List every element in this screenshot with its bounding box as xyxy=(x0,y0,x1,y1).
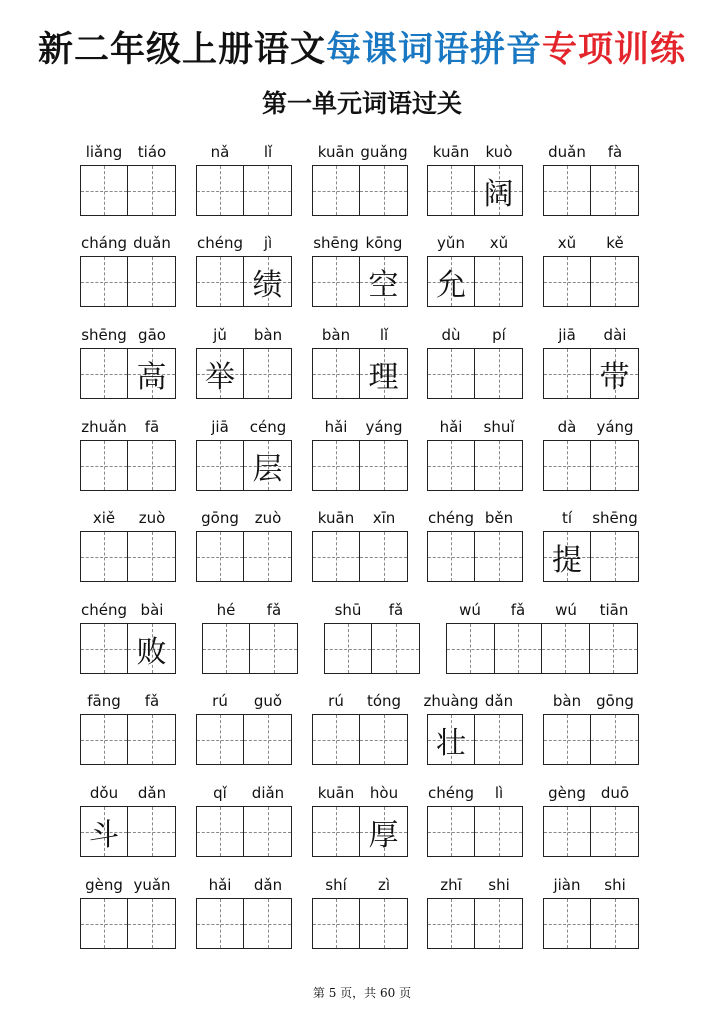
tianzige-cell[interactable] xyxy=(544,349,591,398)
pinyin-label: zhī xyxy=(440,876,462,894)
tianzige-cell[interactable] xyxy=(203,624,250,673)
word-item xyxy=(196,509,292,582)
pinyin-label: bàn xyxy=(321,326,351,344)
tianzige-cell[interactable] xyxy=(244,807,291,856)
pinyin-label: shi xyxy=(604,876,626,894)
pinyin-label: dǎn xyxy=(484,692,514,710)
tianzige-cell[interactable] xyxy=(197,807,244,856)
writing-boxes xyxy=(196,714,292,765)
word-item xyxy=(196,418,292,491)
pinyin-label: bàn xyxy=(253,326,283,344)
tianzige-cell[interactable] xyxy=(197,532,244,581)
word-item xyxy=(543,784,639,857)
pinyin-label: dù xyxy=(441,326,461,344)
pinyin-label: duō xyxy=(600,784,630,802)
tianzige-cell[interactable] xyxy=(197,349,244,398)
writing-boxes xyxy=(312,806,408,857)
tianzige-cell[interactable] xyxy=(428,807,475,856)
pinyin-label: cháng xyxy=(81,234,127,252)
tianzige-cell[interactable] xyxy=(313,349,360,398)
tianzige-cell[interactable] xyxy=(475,899,522,948)
tianzige-cell[interactable] xyxy=(428,349,475,398)
given-character: 空 xyxy=(368,267,399,303)
given-character: 厚 xyxy=(368,817,399,853)
writing-boxes xyxy=(80,714,176,765)
pinyin-label: hǎi xyxy=(324,418,348,436)
tianzige-cell[interactable] xyxy=(244,899,291,948)
tianzige-cell[interactable] xyxy=(244,166,291,215)
word-item xyxy=(427,143,523,216)
tianzige-cell[interactable] xyxy=(591,715,638,764)
pinyin-label: dǎn xyxy=(253,876,283,894)
tianzige-cell[interactable] xyxy=(372,624,419,673)
pinyin-label: jiàn xyxy=(553,876,581,894)
pinyin-label: jiā xyxy=(211,418,229,436)
given-character: 高 xyxy=(136,359,167,395)
title-part-black: 新二年级上册语文 xyxy=(37,29,326,70)
pinyin-label: běn xyxy=(484,509,514,527)
tianzige-cell[interactable] xyxy=(313,807,360,856)
pinyin-label: zhuǎn xyxy=(81,418,127,436)
pinyin-label: shū xyxy=(334,601,362,619)
pinyin-label: lǐ xyxy=(263,143,273,161)
tianzige-cell[interactable] xyxy=(544,807,591,856)
pinyin-label: dài xyxy=(603,326,627,344)
tianzige-cell[interactable] xyxy=(428,441,475,490)
tianzige-cell[interactable] xyxy=(81,349,128,398)
tianzige-cell[interactable] xyxy=(544,899,591,948)
tianzige-cell[interactable] xyxy=(360,899,407,948)
given-character: 绩 xyxy=(252,267,283,303)
tianzige-cell[interactable] xyxy=(128,624,175,673)
word-item xyxy=(312,784,408,857)
tianzige-cell[interactable] xyxy=(244,532,291,581)
pinyin-label: kě xyxy=(606,234,624,252)
pinyin-label: diǎn xyxy=(251,784,285,802)
writing-boxes xyxy=(543,714,639,765)
tianzige-cell[interactable] xyxy=(360,807,407,856)
writing-boxes xyxy=(543,256,639,307)
word-item xyxy=(543,876,639,949)
pinyin-label: xiě xyxy=(92,509,116,527)
tianzige-cell[interactable] xyxy=(475,166,522,215)
word-item xyxy=(312,143,408,216)
word-item xyxy=(312,234,408,307)
given-character: 斗 xyxy=(89,817,119,853)
writing-boxes xyxy=(312,165,408,216)
pinyin-label: yáng xyxy=(596,418,634,436)
pinyin-label: kuò xyxy=(485,143,513,161)
tianzige-cell[interactable] xyxy=(313,441,360,490)
writing-boxes xyxy=(543,165,639,216)
tianzige-cell[interactable] xyxy=(591,257,638,306)
writing-boxes xyxy=(324,623,420,674)
writing-boxes xyxy=(312,348,408,399)
word-item xyxy=(427,418,523,491)
tianzige-cell[interactable] xyxy=(591,349,638,398)
writing-boxes xyxy=(427,440,523,491)
word-item xyxy=(80,143,176,216)
tianzige-cell[interactable] xyxy=(244,441,291,490)
pinyin-label: tiáo xyxy=(137,143,167,161)
pinyin-label: kōng xyxy=(365,234,403,252)
word-item xyxy=(312,876,408,949)
word-item xyxy=(324,601,420,674)
title-part-blue: 每课词语拼音 xyxy=(325,29,542,70)
pinyin-label: chéng xyxy=(196,234,244,252)
pinyin-label: fǎ xyxy=(266,601,282,619)
tianzige-cell[interactable] xyxy=(81,624,128,673)
pinyin-label: fǎ xyxy=(510,601,526,619)
tianzige-cell[interactable] xyxy=(475,807,522,856)
tianzige-cell[interactable] xyxy=(544,257,591,306)
tianzige-cell[interactable] xyxy=(244,715,291,764)
word-item xyxy=(543,692,639,765)
tianzige-cell[interactable] xyxy=(197,166,244,215)
pinyin-label: hòu xyxy=(369,784,399,802)
writing-boxes xyxy=(543,440,639,491)
writing-boxes xyxy=(80,256,176,307)
writing-boxes xyxy=(312,898,408,949)
pinyin-label: chéng xyxy=(80,601,128,619)
tianzige-cell[interactable] xyxy=(428,257,475,306)
word-item xyxy=(427,326,523,399)
tianzige-cell[interactable] xyxy=(81,441,128,490)
tianzige-cell[interactable] xyxy=(360,349,407,398)
pinyin-label: kuān xyxy=(317,509,355,527)
given-character: 举 xyxy=(205,359,235,395)
given-character: 理 xyxy=(368,359,399,395)
pinyin-label: guǎng xyxy=(360,143,408,161)
writing-boxes xyxy=(196,898,292,949)
pinyin-label: zì xyxy=(377,876,391,894)
writing-boxes xyxy=(80,348,176,399)
word-item xyxy=(196,234,292,307)
word-item xyxy=(196,143,292,216)
writing-boxes xyxy=(427,898,523,949)
pinyin-label: shēng xyxy=(592,509,638,527)
pinyin-label: fà xyxy=(607,143,623,161)
given-character: 壮 xyxy=(436,725,466,761)
pinyin-label: shuǐ xyxy=(483,418,515,436)
pinyin-label: wú xyxy=(459,601,481,619)
word-item xyxy=(427,234,523,307)
tianzige-cell[interactable] xyxy=(475,715,522,764)
word-item xyxy=(423,692,523,765)
word-item xyxy=(543,326,639,399)
tianzige-cell[interactable] xyxy=(428,532,475,581)
tianzige-cell[interactable] xyxy=(544,166,591,215)
tianzige-cell[interactable] xyxy=(128,715,175,764)
tianzige-cell[interactable] xyxy=(313,715,360,764)
tianzige-cell[interactable] xyxy=(360,257,407,306)
tianzige-cell[interactable] xyxy=(81,899,128,948)
pinyin-label: duǎn xyxy=(548,143,586,161)
pinyin-label: hǎi xyxy=(208,876,232,894)
pinyin-label: kuān xyxy=(432,143,470,161)
tianzige-cell[interactable] xyxy=(313,166,360,215)
word-item xyxy=(196,784,292,857)
writing-boxes xyxy=(543,806,639,857)
tianzige-cell[interactable] xyxy=(591,441,638,490)
tianzige-cell[interactable] xyxy=(591,166,638,215)
pinyin-label: dǎn xyxy=(137,784,167,802)
writing-boxes xyxy=(427,531,523,582)
word-item xyxy=(196,326,292,399)
writing-boxes xyxy=(196,256,292,307)
pinyin-label: fǎ xyxy=(144,692,160,710)
word-item xyxy=(202,601,298,674)
writing-boxes xyxy=(446,623,638,674)
given-character: 败 xyxy=(136,634,167,670)
writing-boxes xyxy=(80,806,176,857)
word-item xyxy=(312,326,408,399)
pinyin-label: yuǎn xyxy=(133,876,171,894)
writing-boxes xyxy=(312,440,408,491)
tianzige-cell[interactable] xyxy=(360,166,407,215)
tianzige-cell[interactable] xyxy=(197,257,244,306)
tianzige-cell[interactable] xyxy=(360,441,407,490)
pinyin-label: rú xyxy=(328,692,344,710)
word-item xyxy=(427,784,523,857)
pinyin-label: xǔ xyxy=(557,234,577,252)
writing-boxes xyxy=(427,256,523,307)
writing-boxes xyxy=(543,531,639,582)
writing-boxes xyxy=(196,440,292,491)
pinyin-label: bài xyxy=(140,601,164,619)
tianzige-cell[interactable] xyxy=(128,257,175,306)
tianzige-cell[interactable] xyxy=(428,166,475,215)
word-item xyxy=(80,509,176,582)
pinyin-label: yǔn xyxy=(437,234,465,252)
word-item xyxy=(80,234,176,307)
word-item xyxy=(196,876,292,949)
word-item xyxy=(80,876,176,949)
tianzige-cell[interactable] xyxy=(250,624,297,673)
writing-boxes xyxy=(543,348,639,399)
pinyin-label: fā xyxy=(144,418,160,436)
tianzige-cell[interactable] xyxy=(197,715,244,764)
tianzige-cell[interactable] xyxy=(591,532,638,581)
tianzige-cell[interactable] xyxy=(81,166,128,215)
pinyin-label: xīn xyxy=(372,509,396,527)
writing-boxes xyxy=(202,623,298,674)
pinyin-label: gōng xyxy=(201,509,239,527)
pinyin-label: xǔ xyxy=(489,234,509,252)
writing-boxes xyxy=(427,806,523,857)
tianzige-cell[interactable] xyxy=(475,441,522,490)
tianzige-cell[interactable] xyxy=(128,166,175,215)
pinyin-label: hǎi xyxy=(439,418,463,436)
writing-boxes xyxy=(427,348,523,399)
pinyin-label: chéng xyxy=(427,784,475,802)
pinyin-label: tiān xyxy=(599,601,629,619)
word-item xyxy=(80,601,176,674)
pinyin-label: chéng xyxy=(427,509,475,527)
tianzige-cell[interactable] xyxy=(197,441,244,490)
given-character: 允 xyxy=(436,267,466,303)
tianzige-cell[interactable] xyxy=(128,807,175,856)
pinyin-label: jì xyxy=(263,234,273,252)
tianzige-cell[interactable] xyxy=(313,532,360,581)
word-item xyxy=(427,509,523,582)
word-item xyxy=(543,234,639,307)
tianzige-cell[interactable] xyxy=(244,349,291,398)
pinyin-label: qǐ xyxy=(213,784,227,802)
given-character: 提 xyxy=(552,542,582,578)
pinyin-label: jǔ xyxy=(213,326,227,344)
pinyin-label: wú xyxy=(555,601,577,619)
tianzige-cell[interactable] xyxy=(475,257,522,306)
pinyin-label: liǎng xyxy=(85,143,123,161)
writing-boxes xyxy=(312,714,408,765)
pinyin-label: duǎn xyxy=(133,234,171,252)
tianzige-cell[interactable] xyxy=(542,624,590,673)
title-part-red: 专项训练 xyxy=(542,29,687,70)
pinyin-label: gāo xyxy=(138,326,166,344)
pinyin-label: shi xyxy=(488,876,510,894)
writing-boxes xyxy=(196,348,292,399)
pinyin-label: kuān xyxy=(317,784,355,802)
pinyin-label: gèng xyxy=(548,784,586,802)
pinyin-label: lì xyxy=(494,784,504,802)
pinyin-label: pí xyxy=(492,326,506,344)
pinyin-label: tí xyxy=(561,509,573,527)
tianzige-cell[interactable] xyxy=(81,807,128,856)
tianzige-cell[interactable] xyxy=(360,715,407,764)
writing-boxes xyxy=(312,531,408,582)
word-item xyxy=(312,418,408,491)
word-item xyxy=(543,143,639,216)
word-item xyxy=(196,692,292,765)
pinyin-label: lǐ xyxy=(379,326,389,344)
writing-boxes xyxy=(196,165,292,216)
word-item xyxy=(543,509,639,582)
tianzige-cell[interactable] xyxy=(313,257,360,306)
writing-boxes xyxy=(312,256,408,307)
writing-boxes xyxy=(427,165,523,216)
pinyin-label: jiā xyxy=(558,326,576,344)
pinyin-label: guǒ xyxy=(253,692,283,710)
word-item xyxy=(543,418,639,491)
tianzige-cell[interactable] xyxy=(544,441,591,490)
pinyin-label: dà xyxy=(557,418,577,436)
pinyin-label: shēng xyxy=(313,234,359,252)
writing-boxes xyxy=(543,898,639,949)
pinyin-label: zhuàng xyxy=(423,692,479,710)
tianzige-cell[interactable] xyxy=(244,257,291,306)
pinyin-label: shí xyxy=(325,876,347,894)
tianzige-cell[interactable] xyxy=(197,899,244,948)
tianzige-cell[interactable] xyxy=(313,899,360,948)
tianzige-cell[interactable] xyxy=(128,532,175,581)
writing-boxes xyxy=(80,165,176,216)
pinyin-label: dǒu xyxy=(89,784,119,802)
pinyin-label: tóng xyxy=(366,692,402,710)
tianzige-cell[interactable] xyxy=(428,715,475,764)
writing-boxes xyxy=(80,531,176,582)
writing-boxes xyxy=(196,531,292,582)
word-item xyxy=(80,784,176,857)
tianzige-cell[interactable] xyxy=(128,441,175,490)
pinyin-label: céng xyxy=(249,418,287,436)
pinyin-label: nǎ xyxy=(210,143,230,161)
pinyin-label: zuò xyxy=(138,509,166,527)
pinyin-label: zuò xyxy=(254,509,282,527)
writing-boxes xyxy=(80,898,176,949)
tianzige-cell[interactable] xyxy=(544,532,591,581)
tianzige-cell[interactable] xyxy=(495,624,543,673)
given-character: 带 xyxy=(599,359,630,395)
pinyin-label: gōng xyxy=(596,692,634,710)
word-item xyxy=(80,418,176,491)
pinyin-label: rú xyxy=(212,692,228,710)
tianzige-cell[interactable] xyxy=(590,624,637,673)
pinyin-label: kuān xyxy=(317,143,355,161)
pinyin-label: gèng xyxy=(85,876,123,894)
tianzige-cell[interactable] xyxy=(360,532,407,581)
tianzige-cell[interactable] xyxy=(591,899,638,948)
pinyin-label: fāng xyxy=(87,692,121,710)
tianzige-cell[interactable] xyxy=(475,349,522,398)
pinyin-label: bàn xyxy=(552,692,582,710)
tianzige-cell[interactable] xyxy=(475,532,522,581)
given-character: 层 xyxy=(252,451,283,487)
page-footer: 第 5 页，共 60 页 xyxy=(312,986,412,1000)
pinyin-label: yáng xyxy=(365,418,403,436)
writing-boxes xyxy=(427,714,523,765)
word-item xyxy=(80,326,176,399)
word-item xyxy=(312,692,408,765)
word-item xyxy=(427,876,523,949)
writing-boxes xyxy=(80,623,176,674)
tianzige-cell[interactable] xyxy=(591,807,638,856)
pinyin-label: hé xyxy=(216,601,236,619)
word-item xyxy=(80,692,176,765)
tianzige-cell[interactable] xyxy=(447,624,495,673)
tianzige-cell[interactable] xyxy=(81,715,128,764)
tianzige-cell[interactable] xyxy=(428,899,475,948)
tianzige-cell[interactable] xyxy=(544,715,591,764)
tianzige-cell[interactable] xyxy=(81,257,128,306)
unit-subtitle: 第一单元词语过关 xyxy=(261,89,462,118)
tianzige-cell[interactable] xyxy=(128,899,175,948)
tianzige-cell[interactable] xyxy=(325,624,372,673)
tianzige-cell[interactable] xyxy=(128,349,175,398)
pinyin-label: shēng xyxy=(81,326,127,344)
word-item xyxy=(312,509,408,582)
word-item xyxy=(446,601,638,674)
pinyin-label: fǎ xyxy=(388,601,404,619)
tianzige-cell[interactable] xyxy=(81,532,128,581)
given-character: 阔 xyxy=(483,176,514,212)
writing-boxes xyxy=(196,806,292,857)
writing-boxes xyxy=(80,440,176,491)
